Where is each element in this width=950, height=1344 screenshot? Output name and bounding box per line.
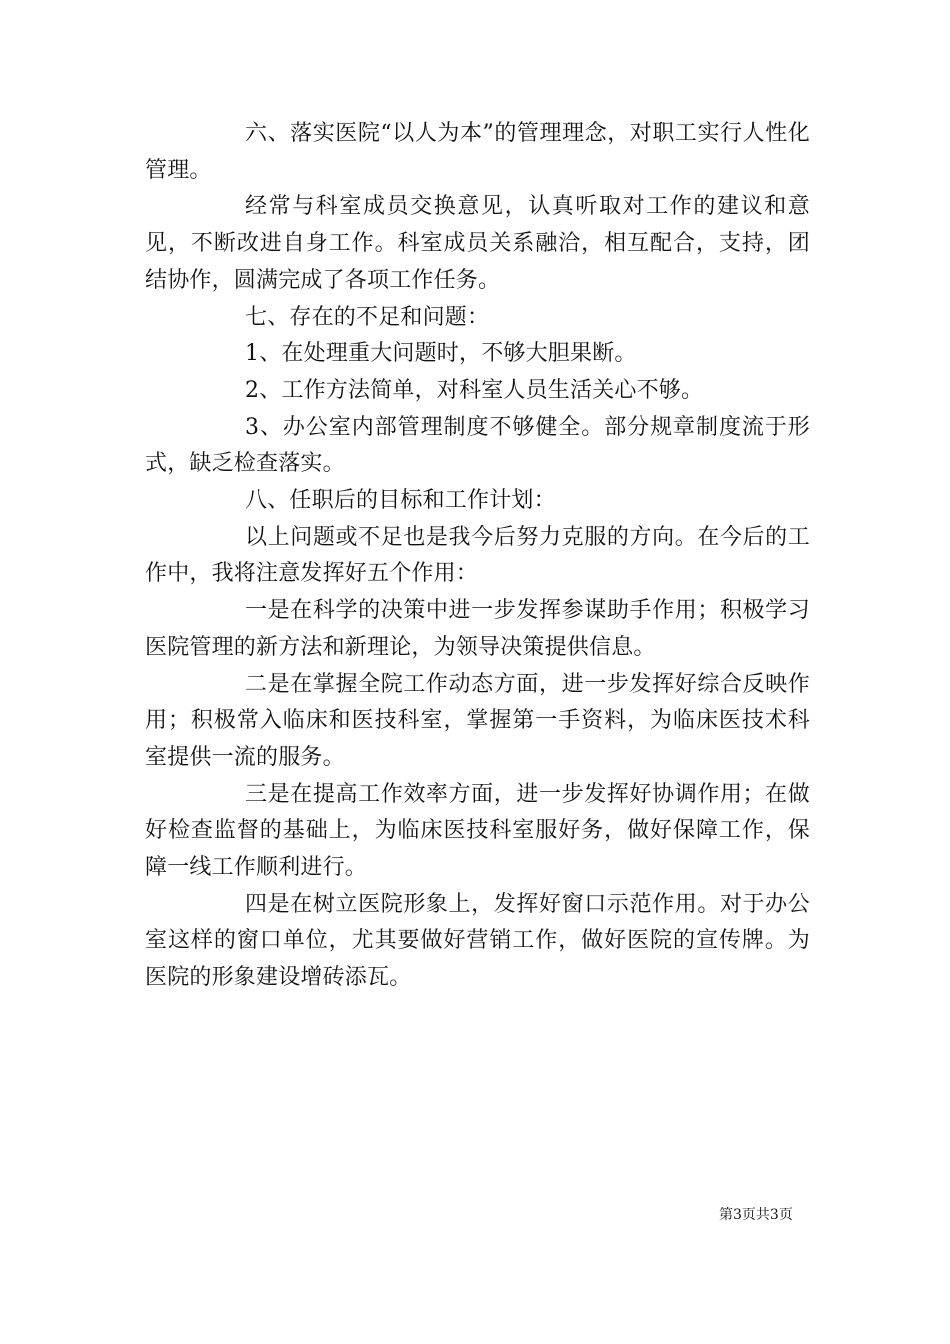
page-number-footer: 第3页共3页 [719, 1207, 793, 1223]
paragraph-communication: 经常与科室成员交换意见，认真听取对工作的建议和意见，不断改进自身工作。科室成员关系融洽，相互配合，支持，团结协作，圆满完成了各项工作任务。 [145, 194, 810, 293]
paragraph-role-one: 一是在科学的决策中进一步发挥参谋助手作用；积极学习医院管理的新方法和新理论，为领导决策提供信息。 [145, 598, 810, 660]
paragraph-intro-plan: 以上问题或不足也是我今后努力克服的方向。在今后的工作中，我将注意发挥好五个作用： [145, 524, 810, 587]
paragraph-section-six: 六、落实医院“以人为本”的管理理念，对职工实行人性化管理。 [145, 121, 810, 183]
paragraph-role-four: 四是在树立医院形象上，发挥好窗口示范作用。对于办公室这样的窗口单位，尤其要做好营销工作，做好医院的宣传牌。为医院的形象建设增砖添瓦。 [145, 891, 810, 991]
paragraph-issue-1: 1、在处理重大问题时，不够大胆果断。 [245, 341, 637, 367]
paragraph-section-eight: 八、任职后的目标和工作计划： [245, 488, 556, 514]
paragraph-section-seven: 七、存在的不足和问题： [245, 304, 490, 330]
paragraph-issue-2: 2、工作方法简单，对科室人员生活关心不够。 [245, 377, 704, 403]
document-body [145, 116, 810, 997]
paragraph-role-two: 二是在掌握全院工作动态方面，进一步发挥好综合反映作用；积极常入临床和医技科室，掌握第一手资料，为临床医技术科室提供一流的服务。 [145, 671, 810, 770]
paragraph-issue-3: 3、办公室内部管理制度不够健全。部分规章制度流于形式，缺乏检查落实。 [145, 414, 810, 477]
paragraph-role-three: 三是在提高工作效率方面，进一步发挥好协调作用；在做好检查监督的基础上，为临床医技科室服好务，做好保障工作，保障一线工作顺利进行。 [145, 781, 810, 881]
